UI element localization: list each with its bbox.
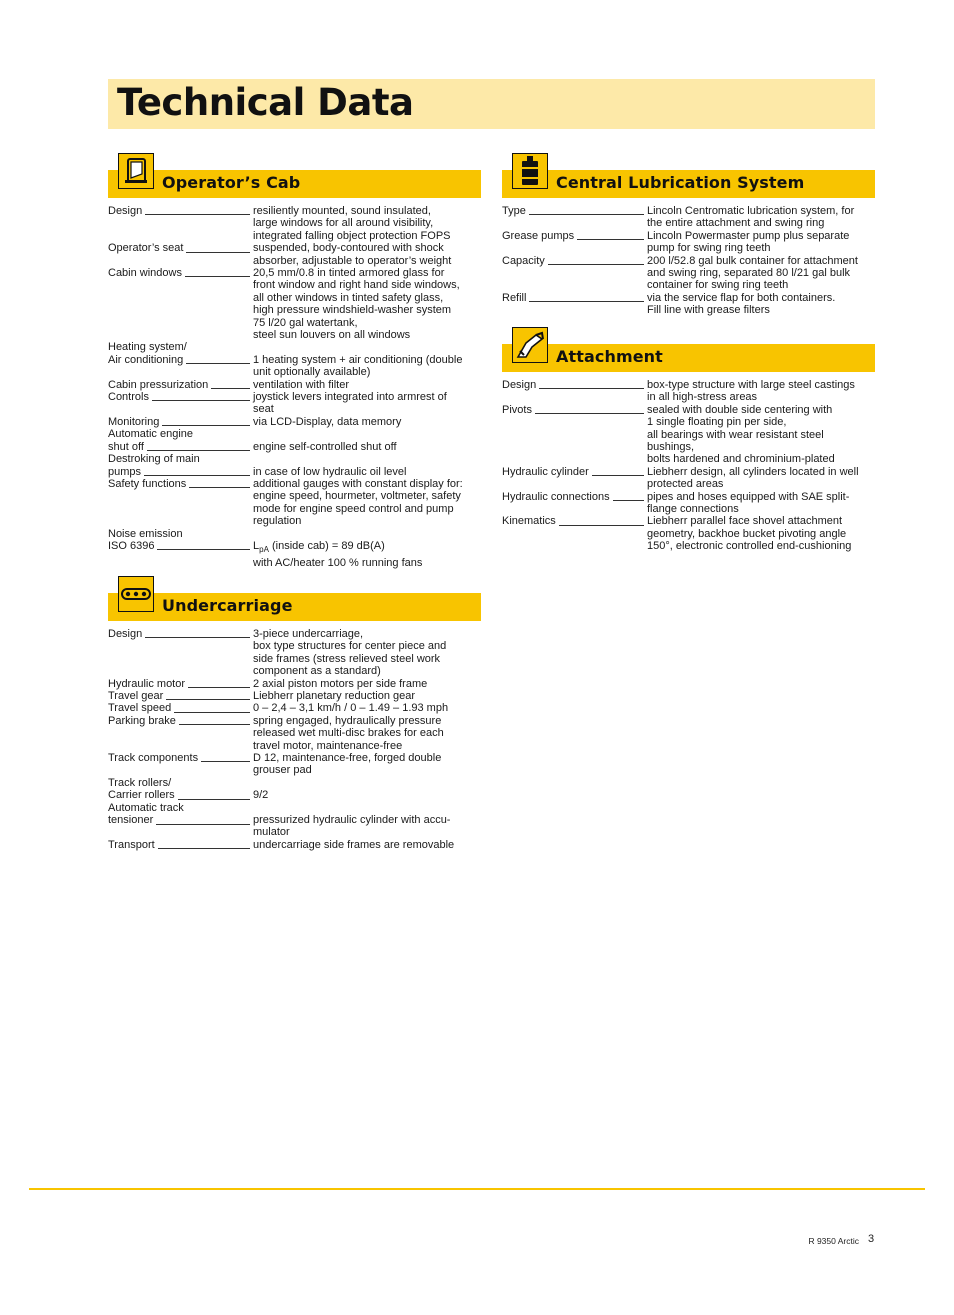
spec-value-line: bushings, bbox=[647, 441, 695, 454]
spec-label-line: Type bbox=[502, 205, 526, 217]
spec-label bbox=[108, 839, 253, 851]
spec-label-line: Travel speed bbox=[108, 702, 172, 715]
spec-label bbox=[502, 379, 647, 404]
spec-value-line: pipes and hoses equipped with SAE split- bbox=[647, 490, 850, 503]
spec-label-line: Carrier rollers bbox=[108, 789, 175, 802]
spec-value-line: undercarriage side frames are removable bbox=[253, 838, 455, 851]
spec-value-line: integrated falling object protection FOPS bbox=[253, 229, 451, 242]
spec-value-line: in case of low hydraulic oil level bbox=[253, 465, 407, 478]
spec-label-line: Hydraulic motor bbox=[108, 677, 186, 690]
leader-line bbox=[529, 301, 644, 302]
spec-label-line: Noise emission bbox=[108, 527, 183, 540]
spec-label bbox=[502, 515, 647, 552]
leader-line bbox=[178, 799, 250, 800]
spec-label-line: Capacity bbox=[502, 254, 545, 267]
spec-value-line: 2 axial piston motors per side frame bbox=[253, 677, 428, 690]
footer-model: R 9350 Arctic bbox=[808, 1236, 859, 1246]
spec-row bbox=[108, 528, 481, 569]
spec-label bbox=[108, 416, 253, 428]
spec-value-line: pump for swing ring teeth bbox=[647, 242, 771, 255]
spec-value-line: regulation bbox=[253, 515, 302, 528]
spec-value-line: $L_{pA}$ (inside cab) = 89 dB(A) bbox=[253, 539, 385, 555]
spec-value bbox=[253, 702, 481, 714]
spec-label-line: Design bbox=[108, 205, 143, 217]
section-header bbox=[108, 576, 481, 615]
spec-value-line: with AC/heater 100 % running fans bbox=[253, 556, 423, 569]
spec-label-line: Pivots bbox=[502, 403, 532, 416]
spec-value-line: mulator bbox=[253, 826, 290, 839]
spec-row bbox=[502, 379, 875, 404]
spec-label bbox=[502, 491, 647, 516]
spec-value-line: box type structures for center piece and bbox=[253, 640, 447, 653]
spec-value bbox=[253, 802, 481, 839]
footer-rule bbox=[29, 1188, 925, 1190]
spec-label bbox=[502, 404, 647, 466]
spec-label bbox=[108, 242, 253, 267]
spec-label-line: pumps bbox=[108, 465, 142, 478]
spec-label bbox=[108, 428, 253, 453]
spec-value bbox=[647, 466, 875, 491]
spec-rows bbox=[502, 205, 875, 317]
spec-label bbox=[108, 715, 253, 752]
spec-value bbox=[253, 715, 481, 752]
spec-value-line: 3-piece undercarriage, bbox=[253, 628, 364, 640]
spec-value bbox=[647, 515, 875, 552]
spec-value bbox=[253, 379, 481, 391]
spec-label-line: Design bbox=[502, 379, 537, 391]
spec-label-line: Track components bbox=[108, 752, 199, 765]
spec-value-line: absorber, adjustable to operator’s weight bbox=[253, 254, 452, 267]
spec-label bbox=[502, 255, 647, 292]
spec-label-line: Travel gear bbox=[108, 690, 164, 703]
spec-value-line: Liebherr design, all cylinders located in well bbox=[647, 465, 859, 478]
spec-label-line: Kinematics bbox=[502, 515, 556, 528]
spec-value-line: suspended, body-contoured with shock bbox=[253, 242, 444, 255]
spec-value-line: 200 l/52.8 gal bulk container for attachment bbox=[647, 254, 858, 267]
spec-label-line: Refill bbox=[502, 291, 527, 304]
spec-label bbox=[108, 678, 253, 690]
leader-line bbox=[539, 388, 644, 389]
leader-line bbox=[162, 425, 250, 426]
spec-value-line: geometry, backhoe bucket pivoting angle bbox=[647, 527, 847, 540]
grease-drum-icon bbox=[512, 153, 548, 189]
spec-label-line: tensioner bbox=[108, 814, 154, 827]
spec-label bbox=[108, 802, 253, 839]
spec-row bbox=[108, 802, 481, 839]
leader-line bbox=[535, 413, 644, 414]
spec-value-line: 1 heating system + air conditioning (double bbox=[253, 353, 463, 366]
leader-line bbox=[144, 475, 250, 476]
section-central-lubrication bbox=[502, 153, 875, 317]
spec-label bbox=[502, 466, 647, 491]
spec-label bbox=[108, 205, 253, 242]
spec-value-line: resiliently mounted, sound insulated, bbox=[253, 205, 431, 217]
track-icon bbox=[118, 576, 154, 612]
spec-value-line: via LCD-Display, data memory bbox=[253, 415, 402, 428]
spec-label bbox=[108, 453, 253, 478]
spec-label-line: Grease pumps bbox=[502, 229, 575, 242]
spec-label bbox=[108, 341, 253, 378]
spec-label bbox=[108, 777, 253, 802]
leader-line bbox=[548, 264, 644, 265]
spec-row bbox=[502, 230, 875, 255]
spec-value-line: released wet multi-disc brakes for each bbox=[253, 727, 444, 740]
spec-row bbox=[502, 292, 875, 317]
spec-value-line: 1 single floating pin per side, bbox=[647, 416, 787, 429]
spec-value-line: 75 l/20 gal watertank, bbox=[253, 316, 358, 329]
leader-line bbox=[156, 824, 250, 825]
cab-icon bbox=[118, 153, 154, 189]
spec-label bbox=[108, 752, 253, 777]
spec-rows bbox=[502, 379, 875, 553]
spec-label bbox=[108, 528, 253, 569]
spec-value-line: mode for engine speed control and pump bbox=[253, 502, 454, 515]
spec-value-line: all other windows in tinted safety glass, bbox=[253, 291, 444, 304]
spec-value-line: bolts hardened and chrominium-plated bbox=[647, 453, 835, 466]
section-title: Attachment bbox=[556, 347, 663, 366]
spec-label-line: ISO 6396 bbox=[108, 539, 155, 552]
spec-row bbox=[108, 453, 481, 478]
spec-label-line: Operator’s seat bbox=[108, 242, 184, 255]
section-title: Central Lubrication System bbox=[556, 173, 805, 192]
spec-row bbox=[108, 416, 481, 428]
section-undercarriage bbox=[108, 576, 481, 851]
spec-value bbox=[253, 678, 481, 690]
spec-value-line: 9/2 bbox=[253, 789, 269, 802]
spec-value-line: 150°, electronic controlled end-cushioning bbox=[647, 540, 852, 553]
section-title: Operator’s Cab bbox=[162, 173, 301, 192]
spec-value-line: high pressure windshield-washer system bbox=[253, 304, 452, 317]
spec-label-line: Parking brake bbox=[108, 714, 176, 727]
leader-line bbox=[189, 487, 250, 488]
spec-label-line: Destroking of main bbox=[108, 453, 200, 466]
spec-label bbox=[502, 292, 647, 317]
leader-line bbox=[157, 549, 250, 550]
spec-value bbox=[647, 292, 875, 317]
spec-value bbox=[647, 379, 875, 404]
spec-row bbox=[108, 205, 481, 242]
spec-value-line: container for swing ring teeth bbox=[647, 279, 789, 292]
spec-row bbox=[108, 777, 481, 802]
spec-row bbox=[108, 341, 481, 378]
spec-value bbox=[253, 839, 481, 851]
spec-label bbox=[502, 230, 647, 255]
spec-label-line: Hydraulic connections bbox=[502, 490, 610, 503]
spec-value bbox=[253, 391, 481, 416]
section-title: Undercarriage bbox=[162, 596, 293, 615]
spec-value-line: Liebherr planetary reduction gear bbox=[253, 690, 416, 703]
spec-value bbox=[647, 205, 875, 230]
spec-value-line: Fill line with grease filters bbox=[647, 304, 770, 317]
spec-value-line: ventilation with filter bbox=[253, 378, 349, 391]
leader-line bbox=[166, 699, 250, 700]
leader-line bbox=[186, 363, 250, 364]
spec-row bbox=[108, 391, 481, 416]
spec-value bbox=[253, 267, 481, 341]
leader-line bbox=[592, 475, 644, 476]
section-operators-cab bbox=[108, 153, 481, 569]
spec-value-line: steel sun louvers on all windows bbox=[253, 329, 411, 342]
spec-value bbox=[647, 404, 875, 466]
spec-label-line: Air conditioning bbox=[108, 353, 184, 366]
spec-value-line: spring engaged, hydraulically pressure bbox=[253, 714, 442, 727]
spec-value-line: additional gauges with constant display for: bbox=[253, 477, 463, 490]
spec-label-line: Heating system/ bbox=[108, 341, 187, 354]
leader-line bbox=[158, 848, 250, 849]
spec-label bbox=[108, 702, 253, 714]
spec-value-line: the entire attachment and swing ring bbox=[647, 217, 825, 230]
spec-value bbox=[253, 752, 481, 777]
leader-line bbox=[188, 687, 250, 688]
spec-value-line: large windows for all around visibility, bbox=[253, 217, 434, 230]
spec-value-line: box-type structure with large steel castings bbox=[647, 379, 855, 391]
spec-row bbox=[502, 255, 875, 292]
leader-line bbox=[577, 239, 644, 240]
leader-line bbox=[179, 724, 250, 725]
spec-row bbox=[502, 491, 875, 516]
spec-rows bbox=[108, 205, 481, 569]
spec-value-line: side frames (stress relieved steel work bbox=[253, 652, 441, 665]
spec-label bbox=[108, 267, 253, 341]
leader-line bbox=[211, 388, 250, 389]
spec-value bbox=[647, 255, 875, 292]
leader-line bbox=[201, 761, 250, 762]
spec-value-line: engine self-controlled shut off bbox=[253, 440, 397, 453]
spec-row bbox=[108, 478, 481, 528]
spec-value bbox=[253, 628, 481, 678]
section-header bbox=[502, 153, 875, 192]
spec-row bbox=[108, 379, 481, 391]
spec-value bbox=[253, 528, 481, 569]
section-header bbox=[108, 153, 481, 192]
leader-line bbox=[559, 525, 644, 526]
spec-label-line: Cabin pressurization bbox=[108, 378, 209, 391]
section-attachment bbox=[502, 327, 875, 553]
spec-value-line: front window and right hand side windows, bbox=[253, 279, 460, 292]
spec-value-line: component as a standard) bbox=[253, 665, 381, 678]
spec-row bbox=[502, 404, 875, 466]
spec-label-line: Safety functions bbox=[108, 477, 187, 490]
spec-row bbox=[502, 515, 875, 552]
spec-value bbox=[253, 777, 481, 802]
spec-value-line: engine speed, hourmeter, voltmeter, safety bbox=[253, 490, 461, 503]
section-header bbox=[502, 327, 875, 366]
spec-value-line: Liebherr parallel face shovel attachment bbox=[647, 515, 843, 528]
spec-value bbox=[253, 478, 481, 528]
spec-label-line: Monitoring bbox=[108, 415, 160, 428]
spec-value-line: Lincoln Powermaster pump plus separate bbox=[647, 229, 850, 242]
spec-value bbox=[253, 428, 481, 453]
spec-value-line: 0 – 2,4 – 3,1 km/h / 0 – 1.49 – 1.93 mph bbox=[253, 702, 449, 715]
title-band bbox=[108, 79, 875, 129]
spec-label-line: Track rollers/ bbox=[108, 776, 172, 789]
spec-row bbox=[108, 839, 481, 851]
spec-value-line: grouser pad bbox=[253, 764, 312, 777]
spec-value-line: and swing ring, separated 80 l/21 gal bulk bbox=[647, 267, 851, 280]
spec-label-line: Controls bbox=[108, 391, 149, 404]
spec-row bbox=[108, 428, 481, 453]
leader-line bbox=[185, 276, 250, 277]
spec-label bbox=[108, 628, 253, 678]
spec-value-line: travel motor, maintenance-free bbox=[253, 739, 403, 752]
backhoe-arm-icon bbox=[512, 327, 548, 363]
spec-value bbox=[253, 242, 481, 267]
spec-rows bbox=[108, 628, 481, 851]
leader-line bbox=[152, 400, 250, 401]
spec-label-line: Design bbox=[108, 628, 143, 640]
spec-label-line: Hydraulic cylinder bbox=[502, 465, 589, 478]
spec-value-line: unit optionally available) bbox=[253, 366, 371, 379]
spec-value bbox=[253, 416, 481, 428]
leader-line bbox=[145, 214, 250, 215]
spec-value-line: seat bbox=[253, 403, 274, 416]
spec-value-line: 20,5 mm/0.8 in tinted armored glass for bbox=[253, 267, 445, 280]
spec-value-line: in all high-stress areas bbox=[647, 391, 758, 404]
leader-line bbox=[613, 500, 644, 501]
page-title: Technical Data bbox=[117, 81, 414, 124]
spec-label-line: Automatic track bbox=[108, 801, 184, 814]
leader-line bbox=[174, 712, 250, 713]
spec-row bbox=[108, 690, 481, 702]
spec-label-line: Cabin windows bbox=[108, 267, 182, 280]
spec-value-line: all bearings with wear resistant steel bbox=[647, 428, 824, 441]
spec-value-line: protected areas bbox=[647, 478, 724, 491]
leader-line bbox=[529, 214, 644, 215]
spec-row bbox=[108, 628, 481, 678]
spec-row bbox=[502, 205, 875, 230]
spec-label-line: shut off bbox=[108, 440, 144, 453]
spec-value bbox=[253, 690, 481, 702]
spec-row bbox=[108, 752, 481, 777]
spec-value bbox=[253, 205, 481, 242]
spec-value-line: via the service flap for both containers. bbox=[647, 291, 836, 304]
spec-value bbox=[647, 230, 875, 255]
spec-value-line: pressurized hydraulic cylinder with accu- bbox=[253, 814, 451, 827]
spec-value bbox=[647, 491, 875, 516]
spec-label bbox=[502, 205, 647, 230]
spec-value-line: D 12, maintenance-free, forged double bbox=[253, 752, 442, 765]
leader-line bbox=[147, 450, 250, 451]
spec-value-line: sealed with double side centering with bbox=[647, 403, 833, 416]
spec-label bbox=[108, 379, 253, 391]
spec-label bbox=[108, 478, 253, 528]
spec-row bbox=[108, 702, 481, 714]
spec-row bbox=[108, 242, 481, 267]
spec-value-line: Lincoln Centromatic lubrication system, for bbox=[647, 205, 855, 217]
spec-value-line: flange connections bbox=[647, 503, 739, 516]
spec-row bbox=[108, 678, 481, 690]
spec-label-line: Automatic engine bbox=[108, 428, 193, 441]
spec-value bbox=[253, 453, 481, 478]
page-number: 3 bbox=[868, 1233, 875, 1245]
spec-row bbox=[108, 715, 481, 752]
leader-line bbox=[186, 252, 250, 253]
spec-label bbox=[108, 690, 253, 702]
spec-value bbox=[253, 341, 481, 378]
leader-line bbox=[145, 637, 250, 638]
spec-value-line: joystick levers integrated into armrest of bbox=[253, 391, 447, 404]
spec-label bbox=[108, 391, 253, 416]
spec-row bbox=[108, 267, 481, 341]
spec-label-line: Transport bbox=[108, 838, 155, 851]
spec-row bbox=[502, 466, 875, 491]
